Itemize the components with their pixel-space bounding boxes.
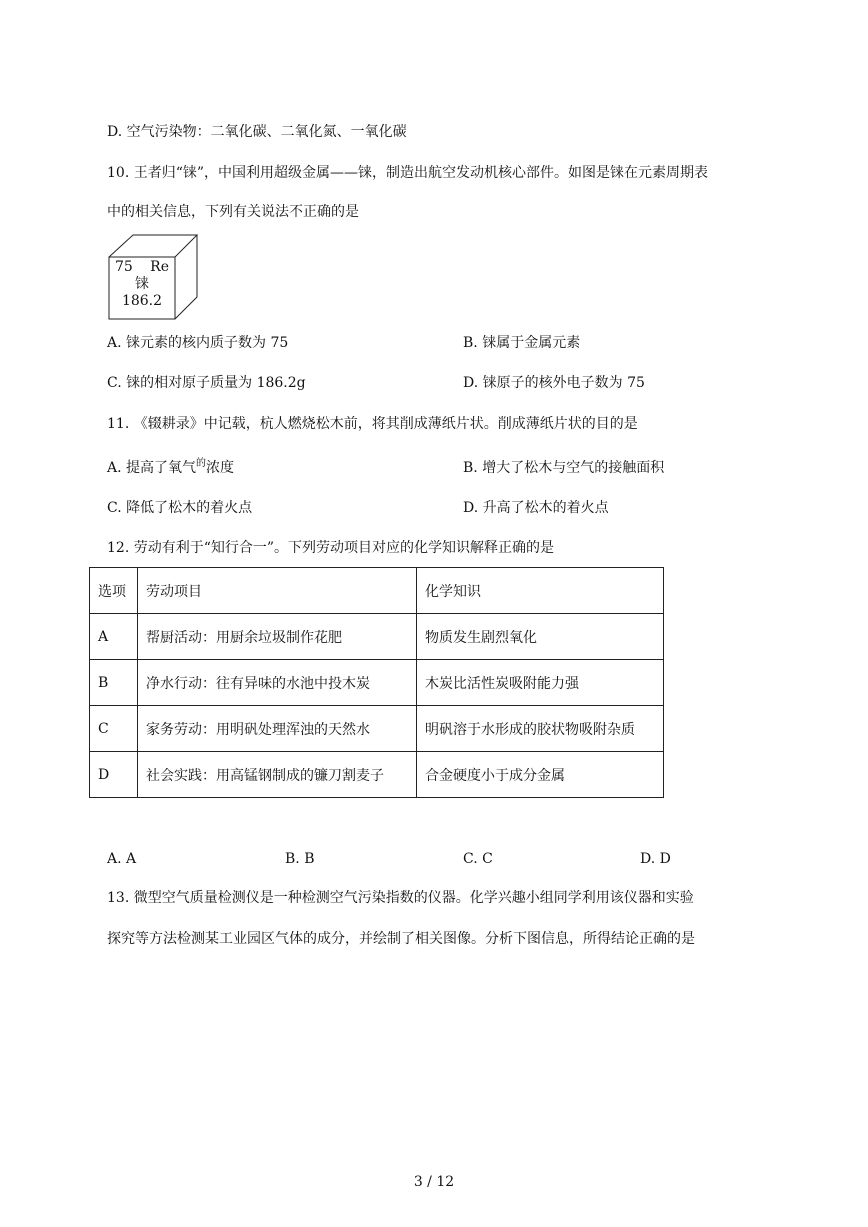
table-row <box>90 660 664 706</box>
question-d-air-pollutants: D. 空气污染物：二氧化碳、二氧化氮、一氧化碳 <box>107 124 407 140</box>
question-13-line1: 13. 微型空气质量检测仪是一种检测空气污染指数的仪器。化学兴趣小组同学利用该仪器和实验 <box>107 890 694 906</box>
table-row <box>90 614 664 660</box>
q10-option-b[interactable]: B. 铼属于金属元素 <box>463 335 581 351</box>
q11-option-a-text2: 浓度 <box>206 460 235 476</box>
table-cell: A <box>90 614 138 660</box>
table-row <box>90 752 664 798</box>
table-header-row <box>90 568 664 614</box>
atomic-mass: 186.2 <box>121 293 163 309</box>
page-number: 3 / 12 <box>413 1174 455 1190</box>
q11-option-a[interactable] <box>107 458 234 480</box>
q10-option-d[interactable]: D. 铼原子的核外电子数为 75 <box>463 375 645 391</box>
q12-option-a[interactable]: A. A <box>107 851 137 867</box>
table-cell: 帮厨活动：用厨余垃圾制作花肥 <box>138 614 417 660</box>
table-cell: 合金硬度小于成分金属 <box>417 752 664 798</box>
table-cell: C <box>90 706 138 752</box>
q10-options-row1 <box>107 333 757 353</box>
q11-option-b[interactable]: B. 增大了松木与空气的接触面积 <box>463 460 665 476</box>
element-name: 铼 <box>135 276 149 292</box>
table-header-cell: 化学知识 <box>417 568 664 614</box>
labor-chemistry-table <box>89 567 664 798</box>
table-cell: 明矾溶于水形成的胶状物吸附杂质 <box>417 706 664 752</box>
question-11: 11. 《辍耕录》中记载，杭人燃烧松木前，将其削成薄纸片状。削成薄纸片状的目的是 <box>107 416 638 432</box>
q11-option-a-text1: A. 提高了氧气 <box>107 460 197 476</box>
table-cell: 净水行动：往有异味的水池中投木炭 <box>138 660 417 706</box>
question-10-line1: 10. 王者归“铼”，中国利用超级金属——铼，制造出航空发动机核心部件。如图是铼在元素周期表 <box>107 165 709 181</box>
q12-option-b[interactable]: B. B <box>285 851 315 867</box>
table-cell: 物质发生剧烈氧化 <box>417 614 664 660</box>
atomic-number: 75 <box>115 259 133 275</box>
element-cell-figure <box>107 233 199 321</box>
q11-option-a-sup: 的 <box>196 458 207 469</box>
q11-options-row2 <box>107 498 757 518</box>
element-symbol: Re <box>150 259 169 275</box>
question-10-line2: 中的相关信息，下列有关说法不正确的是 <box>107 204 359 220</box>
q12-option-c[interactable]: C. C <box>463 851 493 867</box>
q11-option-d[interactable]: D. 升高了松木的着火点 <box>463 500 609 516</box>
question-12: 12. 劳动有利于“知行合一”。下列劳动项目对应的化学知识解释正确的是 <box>107 540 555 556</box>
q10-options-row2 <box>107 373 757 393</box>
table-cell: B <box>90 660 138 706</box>
q12-option-d[interactable]: D. D <box>640 851 671 867</box>
table-header-cell: 劳动项目 <box>138 568 417 614</box>
q10-option-c[interactable]: C. 铼的相对原子质量为 186.2g <box>107 375 306 391</box>
table-cell: D <box>90 752 138 798</box>
table-cell: 家务劳动：用明矾处理浑浊的天然水 <box>138 706 417 752</box>
question-13-line2: 探究等方法检测某工业园区气体的成分，并绘制了相关图像。分析下图信息，所得结论正确的是 <box>107 931 695 947</box>
q11-options-row1 <box>107 458 757 478</box>
q11-option-c[interactable]: C. 降低了松木的着火点 <box>107 500 253 516</box>
table-cell: 木炭比活性炭吸附能力强 <box>417 660 664 706</box>
q10-option-a[interactable]: A. 铼元素的核内质子数为 75 <box>107 335 289 351</box>
table-row <box>90 706 664 752</box>
table-header-cell: 选项 <box>90 568 138 614</box>
table-cell: 社会实践：用高锰钢制成的镰刀割麦子 <box>138 752 417 798</box>
